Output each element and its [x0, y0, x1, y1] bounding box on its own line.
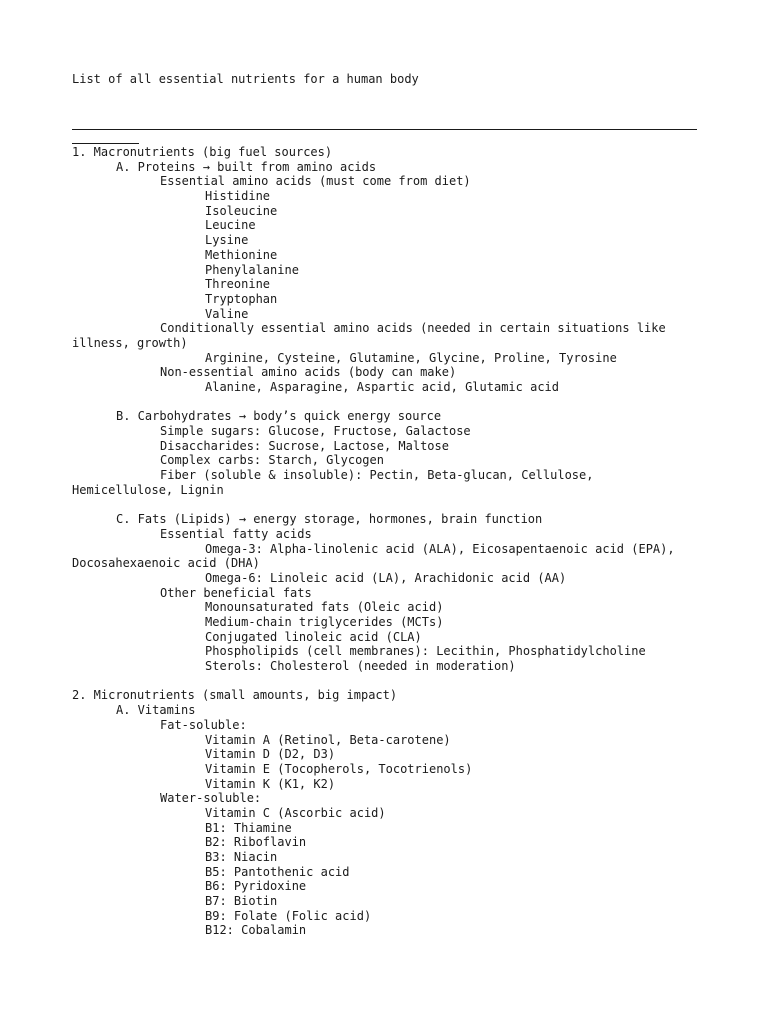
list-item: B5: Pantothenic acid	[205, 864, 350, 879]
list-item: Vitamin D (D2, D3)	[205, 747, 336, 762]
list-item: Vitamin E (Tocopherols, Tocotrienols)	[205, 761, 473, 776]
list-item: Sterols: Cholesterol (needed in moderation)	[205, 659, 516, 674]
section-heading-micronutrients: 2. Micronutrients (small amounts, big impact)	[72, 688, 398, 703]
group-heading-water-soluble: Water-soluble:	[160, 791, 262, 806]
list-item: Simple sugars: Glucose, Fructose, Galactose	[160, 424, 471, 439]
list-item: Isoleucine	[205, 203, 278, 218]
list-item: Valine	[205, 306, 249, 321]
group-heading-other-fats: Other beneficial fats	[160, 585, 312, 600]
subheading-carbohydrates: B. Carbohydrates → body’s quick energy source	[116, 409, 442, 424]
list-item: B2: Riboflavin	[205, 835, 307, 850]
list-item: Vitamin C (Ascorbic acid)	[205, 805, 386, 820]
list-item: Omega-3: Alpha-linolenic acid (ALA), Eicosapentaenoic acid (EPA),	[205, 541, 675, 556]
list-item: Vitamin A (Retinol, Beta-carotene)	[205, 732, 451, 747]
list-item: Threonine	[205, 277, 271, 292]
group-heading-essential-fatty-acids: Essential fatty acids	[160, 526, 312, 541]
document-page	[72, 72, 698, 938]
horizontal-rule	[72, 129, 697, 130]
group-heading-conditional-wrap: illness, growth)	[72, 335, 188, 350]
list-item: Phenylalanine	[205, 262, 299, 277]
list-item: B6: Pyridoxine	[205, 879, 307, 894]
title-underline	[72, 87, 698, 137]
list-item: Omega-6: Linoleic acid (LA), Arachidonic acid (AA)	[205, 570, 567, 585]
list-item: Fiber (soluble & insoluble): Pectin, Beta-glucan, Cellulose,	[160, 468, 594, 483]
list-item: Leucine	[205, 218, 256, 233]
list-item: B9: Folate (Folic acid)	[205, 908, 372, 923]
section-heading-macronutrients: 1. Macronutrients (big fuel sources)	[72, 145, 333, 159]
list-item: B12: Cobalamin	[205, 923, 307, 938]
list-item: Phospholipids (cell membranes): Lecithin, Phosphatidylcholine	[205, 644, 646, 659]
list-item: B1: Thiamine	[205, 820, 292, 835]
blank-line	[72, 498, 698, 513]
blank-line	[72, 395, 698, 410]
list-item: Lysine	[205, 233, 249, 248]
list-item: Vitamin K (K1, K2)	[205, 776, 336, 791]
subheading-vitamins: A. Vitamins	[116, 703, 196, 718]
list-item: Disaccharides: Sucrose, Lactose, Maltose	[160, 438, 449, 453]
subheading-proteins: A. Proteins → built from amino acids	[116, 159, 377, 174]
list-item: Monounsaturated fats (Oleic acid)	[205, 600, 444, 615]
list-item: Complex carbs: Starch, Glycogen	[160, 453, 384, 468]
group-heading-fat-soluble: Fat-soluble:	[160, 717, 247, 732]
horizontal-rule-wrap	[72, 143, 139, 144]
group-heading-conditional-amino-acids: Conditionally essential amino acids (needed in certain situations like	[160, 321, 666, 336]
list-item-wrap: Docosahexaenoic acid (DHA)	[72, 556, 260, 571]
subheading-fats: C. Fats (Lipids) → energy storage, hormones, brain function	[116, 512, 543, 527]
list-item: Alanine, Asparagine, Aspartic acid, Glutamic acid	[205, 380, 560, 394]
list-item: Methionine	[205, 247, 278, 262]
list-item: Tryptophan	[205, 291, 278, 306]
list-item: B7: Biotin	[205, 894, 278, 909]
list-item: Conjugated linoleic acid (CLA)	[205, 629, 422, 644]
document-body	[72, 145, 698, 938]
group-heading-essential-amino-acids: Essential amino acids (must come from diet)	[160, 174, 471, 189]
document-title: List of all essential nutrients for a human body	[72, 72, 419, 86]
blank-line	[72, 674, 698, 689]
list-item: Medium-chain triglycerides (MCTs)	[205, 615, 444, 629]
list-item: Arginine, Cysteine, Glutamine, Glycine, Proline, Tyrosine	[205, 350, 617, 365]
group-heading-nonessential-amino-acids: Non-essential amino acids (body can make)	[160, 365, 457, 380]
list-item-wrap: Hemicellulose, Lignin	[72, 482, 224, 497]
list-item: B3: Niacin	[205, 850, 278, 864]
list-item: Histidine	[205, 189, 271, 204]
